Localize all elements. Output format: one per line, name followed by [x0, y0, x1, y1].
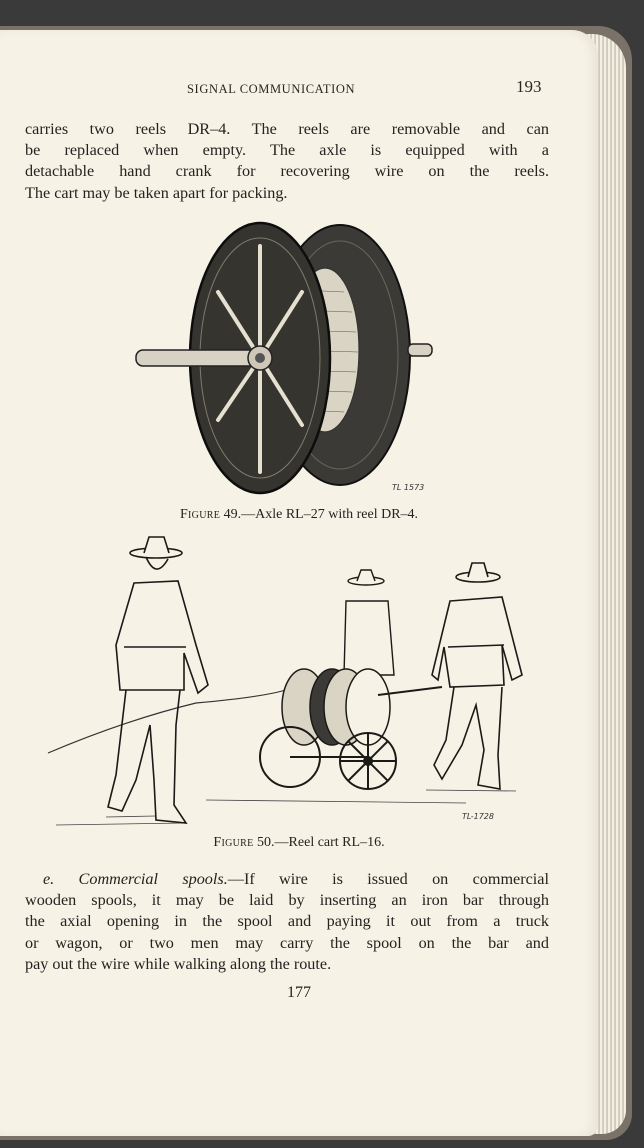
figure-50-plate-code: TL-1728	[462, 812, 494, 821]
figure-49-caption-text: 49.—Axle RL–27 with reel DR–4.	[220, 507, 419, 522]
figure-50-caption-text: 50.—Reel cart RL–16.	[253, 835, 385, 850]
text-line: pay out the wire while walking along the route.	[25, 954, 332, 973]
figure-50-label: Figure	[213, 835, 254, 850]
page-header	[0, 77, 598, 101]
text-line: wooden spools, it may be laid by inserting an iron bar through	[25, 891, 549, 910]
text-line: The cart may be taken apart for packing.	[25, 183, 288, 202]
section-e-first-line: —If wire is issued on commercial	[227, 870, 549, 888]
section-e-paragraph	[25, 869, 549, 975]
text-line: the axial opening in the spool and paying it out from a truck	[25, 912, 549, 931]
text-line: or wagon, or two men may carry the spool on the bar and	[25, 933, 549, 952]
text-line: detachable hand crank for recovering wire on the reels.	[25, 162, 549, 181]
folio-number: 177	[287, 984, 311, 1001]
figure-50-caption	[0, 835, 598, 851]
intro-paragraph	[25, 119, 549, 204]
page-number: 193	[516, 77, 542, 96]
text-line	[25, 869, 549, 890]
figure-49-reel-illustration	[130, 220, 440, 500]
figure-49-caption	[0, 507, 598, 523]
figure-49-plate-code: TL 1573	[392, 483, 425, 492]
figure-49-label: Figure	[179, 507, 221, 522]
figure-50-reel-cart-illustration	[46, 535, 536, 835]
section-e-heading: e. Commercial spools.	[43, 870, 228, 888]
running-head: SIGNAL COMMUNICATION	[187, 82, 356, 96]
text-line: carries two reels DR–4. The reels are removable and can	[25, 120, 549, 138]
text-line: be replaced when empty. The axle is equipped with a	[25, 141, 549, 160]
